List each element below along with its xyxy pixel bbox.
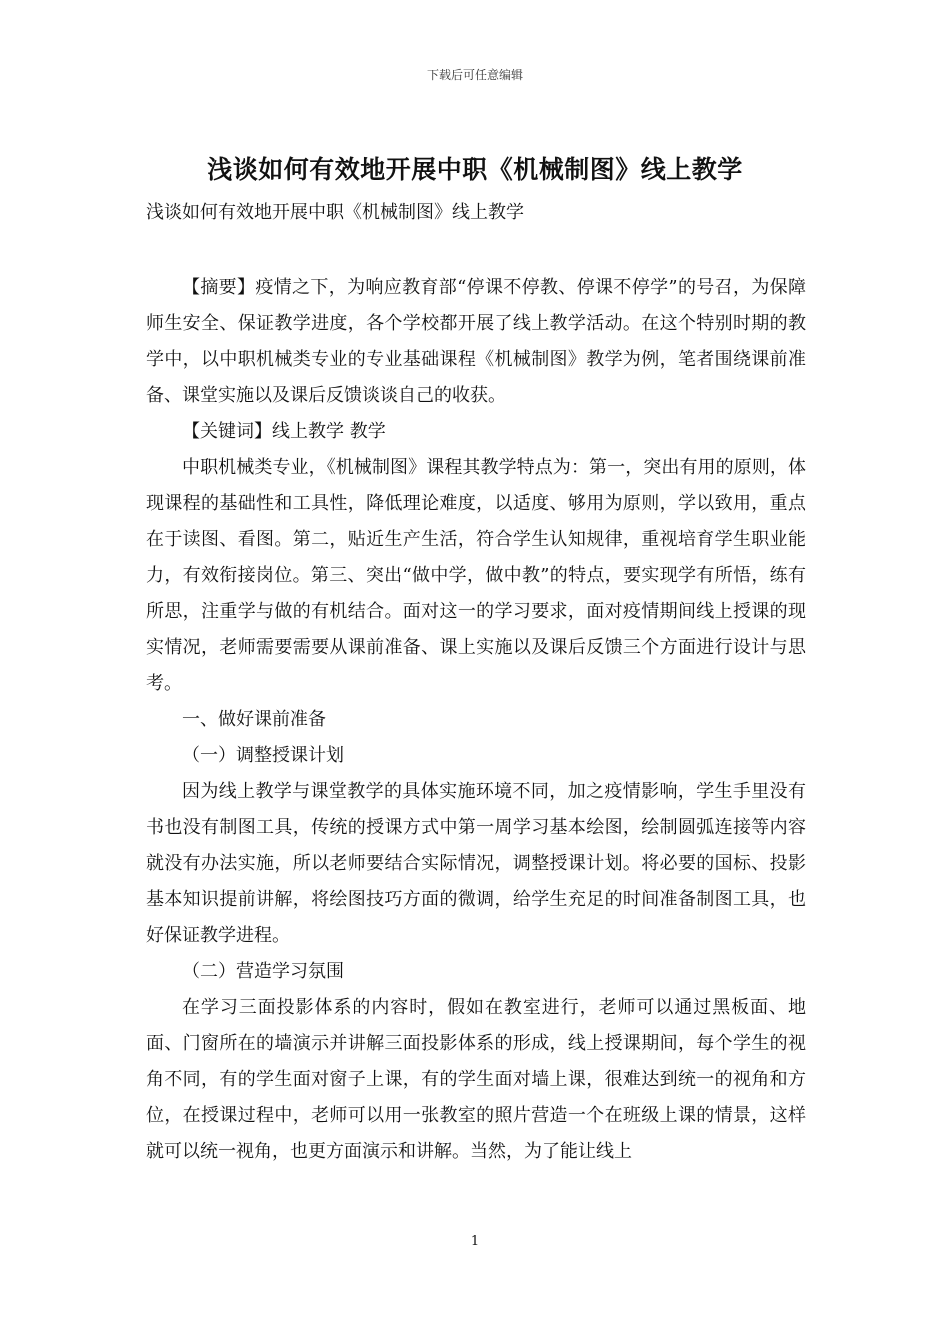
section-heading: 一、做好课前准备 [182, 709, 326, 730]
page-header: 下载后可任意编辑 [426, 68, 523, 82]
body-paragraph: 因为线上教学与课堂教学的具体实施环境不同，加之疫情影响，学生手里没有书也没有制图工具，传统的授课方式中第一周学习基本绘图，绘制圆弧连接等内容就没有办法实施，所以老师要结合实际情况，调整授课计划。将必要的国标、投影基本知识提前讲解，将绘图技巧方面的微调，给学生充足的时间准备制图工具，也好保证教学进程。 [146, 781, 806, 946]
subsection-heading: （一）调整授课计划 [182, 745, 344, 766]
keywords-paragraph: 【关键词】线上教学 教学 [182, 421, 386, 442]
document-subtitle: 浅谈如何有效地开展中职《机械制图》线上教学 [146, 202, 524, 223]
abstract-paragraph: 【摘要】疫情之下，为响应教育部“停课不停教、停课不停学”的号召，为保障师生安全、保证教学进度，各个学校都开展了线上教学活动。在这个特别时期的教学中，以中职机械类专业的专业基础课程《机械制图》教学为例，笔者围绕课前准备、课堂实施以及课后反馈谈谈自己的收获。 [146, 277, 806, 406]
body-paragraph: 中职机械类专业，《机械制图》课程其教学特点为：第一，突出有用的原则，体现课程的基础性和工具性，降低理论难度，以适度、够用为原则，学以致用，重点在于读图、看图。第二，贴近生产生活，符合学生认知规律，重视培育学生职业能力，有效衔接岗位。第三、突出“做中学，做中教”的特点，要实现学有所悟，练有所思，注重学与做的有机结合。面对这一的学习要求，面对疫情期间线上授课的现实情况，老师需要需要从课前准备、课上实施以及课后反馈三个方面进行设计与思考。 [146, 457, 806, 694]
document-title: 浅谈如何有效地开展中职《机械制图》线上教学 [207, 155, 743, 184]
page-number: 1 [470, 1234, 480, 1249]
body-paragraph: 在学习三面投影体系的内容时，假如在教室进行，老师可以通过黑板面、地面、门窗所在的墙演示并讲解三面投影体系的形成，线上授课期间，每个学生的视角不同，有的学生面对窗子上课，有的学生面对墙上课，很难达到统一的视角和方位，在授课过程中，老师可以用一张教室的照片营造一个在班级上课的情景，这样就可以统一视角，也更方面演示和讲解。当然，为了能让线上 [146, 997, 806, 1162]
subsection-heading: （二）营造学习氛围 [182, 961, 344, 982]
document-body [146, 270, 806, 1170]
